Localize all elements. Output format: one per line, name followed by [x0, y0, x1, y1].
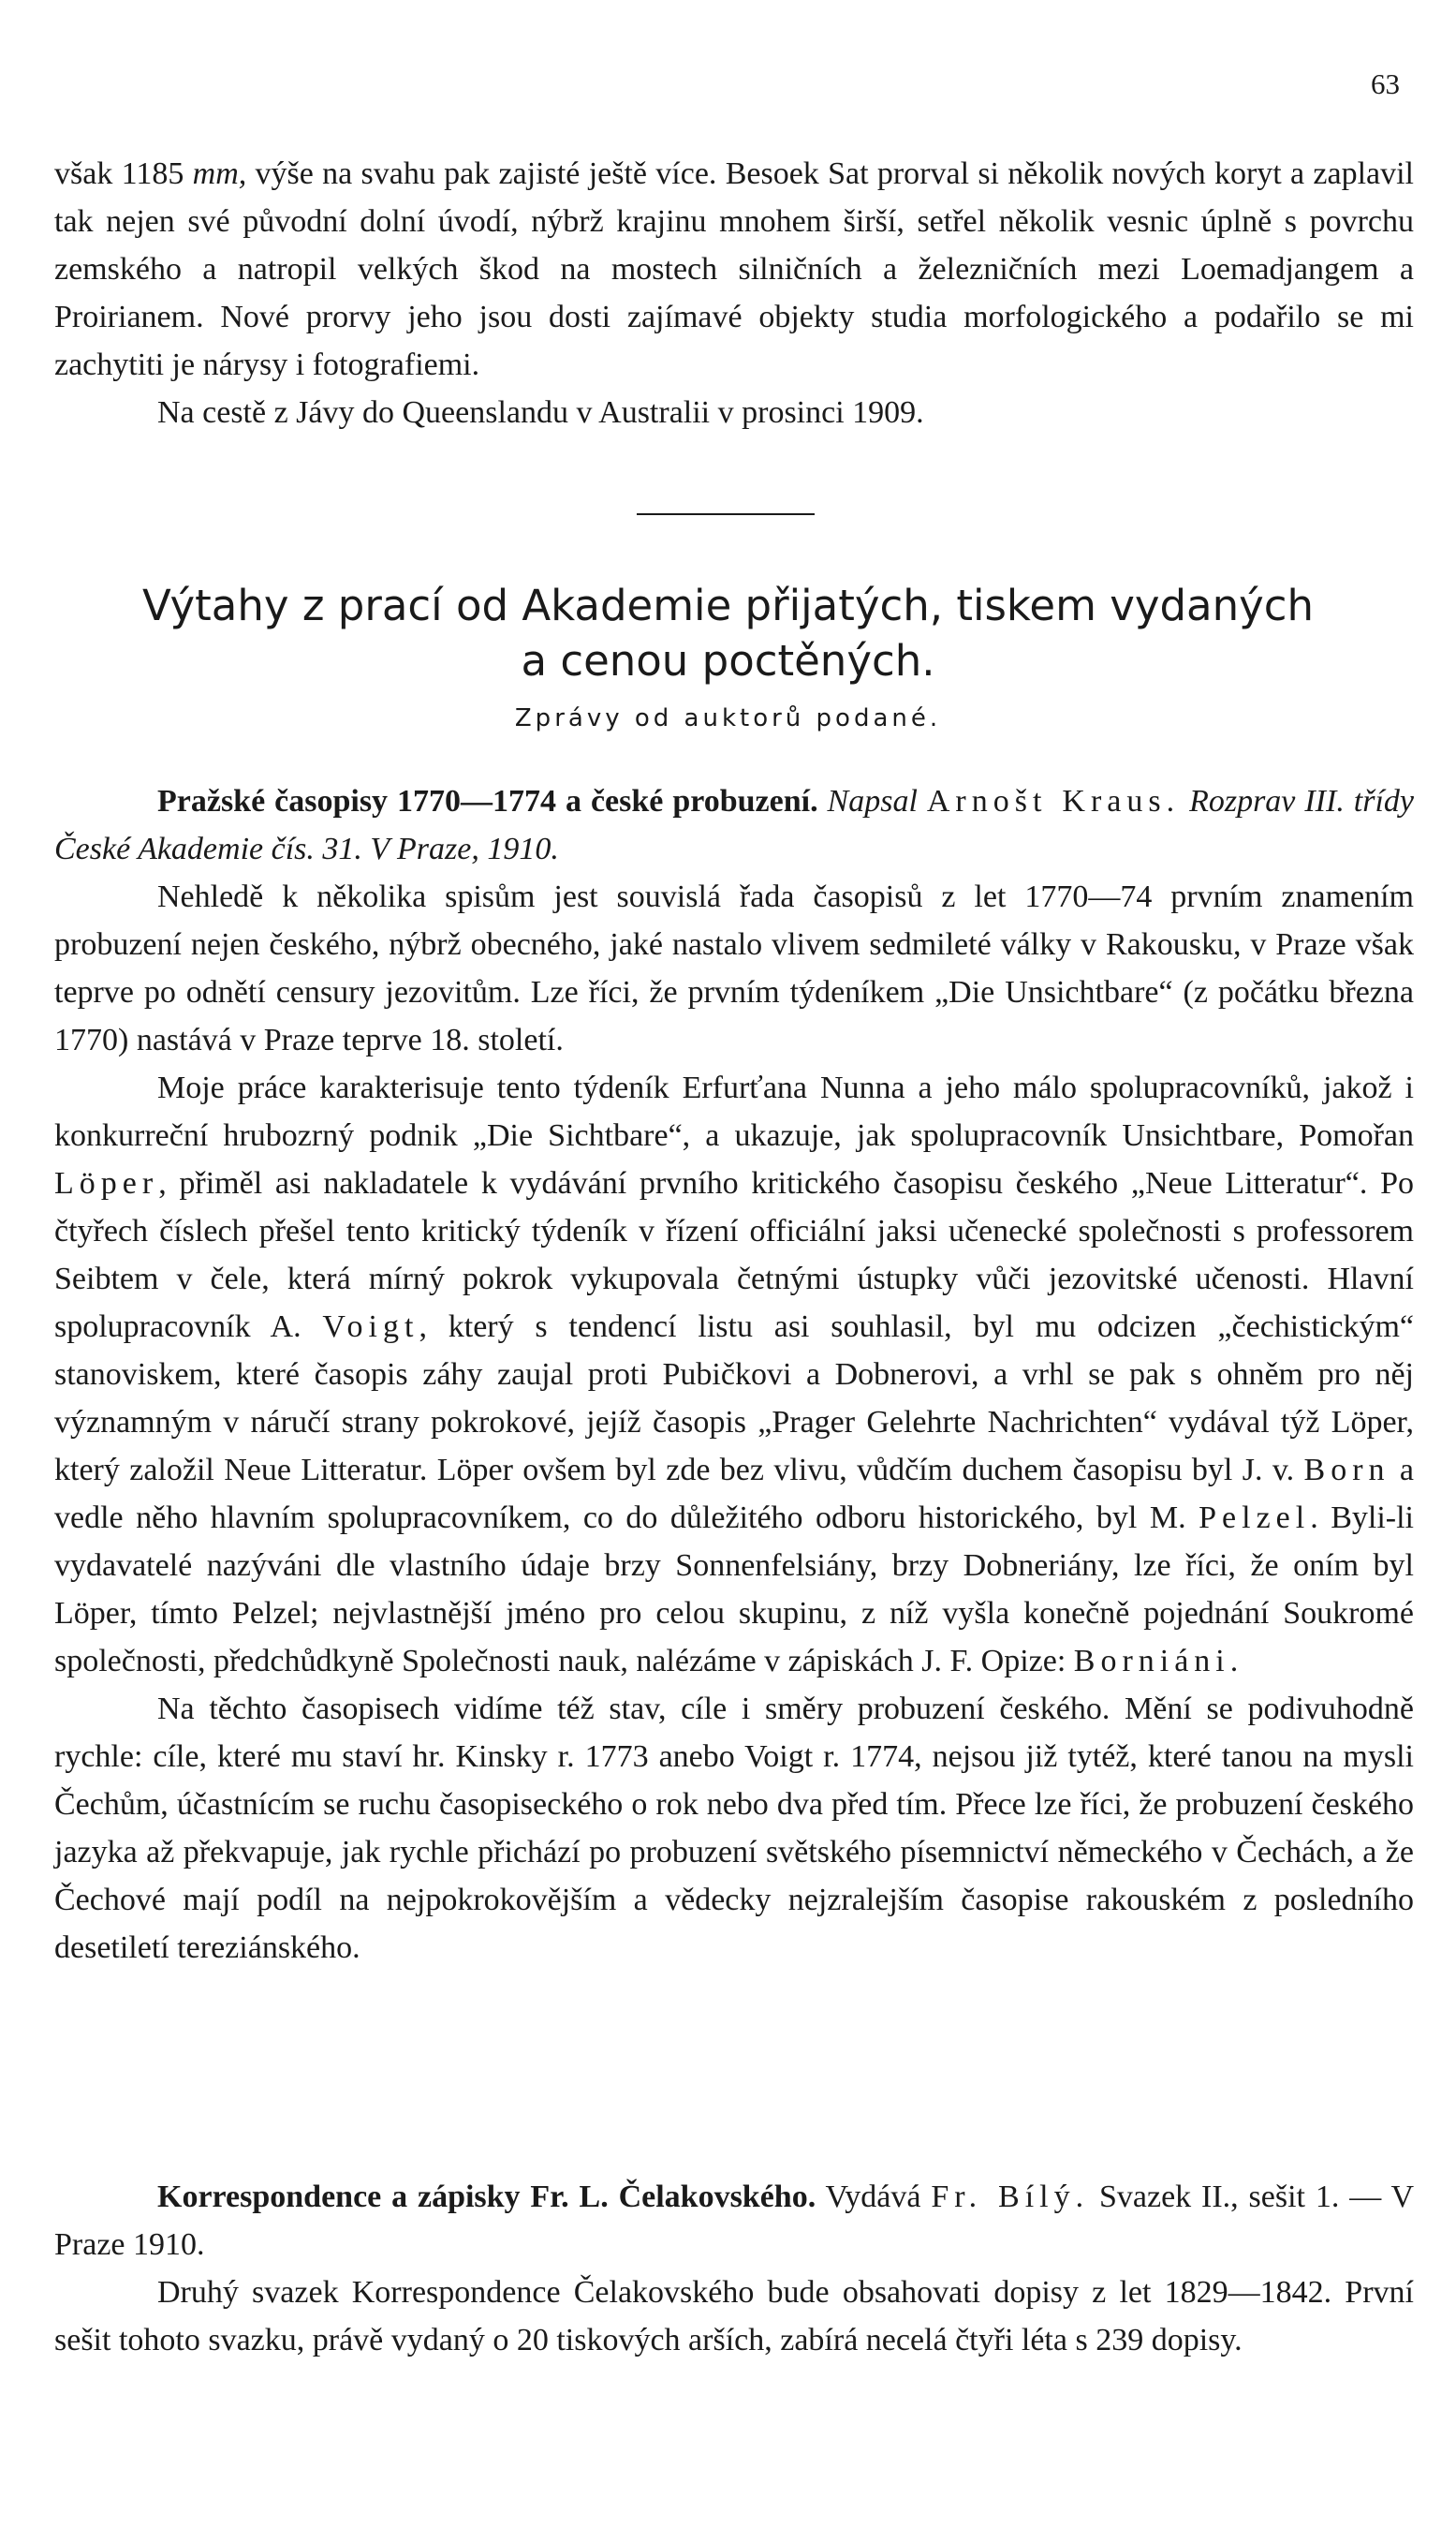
review-celakovsky-header: [54, 2173, 1414, 2268]
review-celakovsky-paragraph-1: Druhý svazek Korrespondence Čelakovského bude obsahovati dopisy z let 1829—1842. První sešit tohoto svazku, právě vydaný o 20 tiskových arších, zabírá necelá čtyři léta s 239 dopisy.: [54, 2275, 1414, 2357]
intro-signature: Na cestě z Jávy do Queenslandu v Australii v prosinci 1909.: [157, 395, 924, 430]
p2-text-e: . Byli-li vydavatelé nazýváni dle vlastního údaje brzy Sonnenfelsiány, brzy Dobneriány, lze říci, že oním byl Löper, tímto Pelzel; nejvlastnější jméno pro celou skupinu, z níž vyšla konečně pojednání Soukromé společnosti, předchůdkyně Společnosti nauk, nalézáme v zápiskách J. F. Opize:: [54, 1500, 1414, 1678]
review-kraus-source: Rozprav III. třídy České Akademie čís. 31. V Praze, 1910.: [54, 784, 1414, 866]
review-kraus-title: Pražské časopisy 1770—1774 a české probuzení.: [157, 784, 818, 819]
intro-section: [54, 150, 1414, 436]
review-kraus-paragraph-1: Nehledě k několika spisům jest souvislá řada časopisů z let 1770—74 prvním znamením probuzení nejen českého, nýbrž obecného, jaké nastalo vlivem sedmileté války v Rakousku, v Praze však teprve po odnětí censury jezovitům. Lze říci, že prvním týdeníkem „Die Unsichtbare“ (z počátku března 1770) nastává v Praze teprve 18. století.: [54, 879, 1414, 1057]
review-kraus: [54, 777, 1414, 1972]
section-title: [37, 579, 1419, 688]
section-title-line-2: a cenou poctěných.: [521, 635, 935, 686]
review-celakovsky-editor: Fr. Bílý.: [931, 2180, 1090, 2214]
intro-text-1: však 1185: [54, 156, 193, 191]
review-celakovsky-source: Svazek II., sešit 1. — V Praze 1910.: [54, 2180, 1415, 2262]
review-celakovsky-title: Korrespondence a zápisky Fr. L. Čelakovského.: [157, 2180, 816, 2214]
section-title-line-1: Výtahy z prací od Akademie přijatých, tiskem vydaných: [141, 581, 1315, 630]
p2-text-b: , přiměl asi nakladatele k vydávání prvního kritického časopisu českého „Neue Litteratur“. Po čtyřech číslech přešel tento kritický týdeník v řízení officiální jaksi učenecké společnosti s professorem Seibtem v čele, která mírný pokrok vykupovala četnými ústupky vůči jezovitské učenosti. Hlavní spolupracovník A.: [54, 1166, 1414, 1344]
page-number: 63: [1371, 67, 1400, 100]
intro-text-2: výše na svahu pak zajisté ještě více. Besoek Sat prorval si několik nových koryt a zaplavil tak nejen své původní dolní úvodí, nýbrž krajinu mnohem širší, setřel několik vesnic úplně s povrchu zemského a natropil velkých škod na mostech silničních a železničních mezi Loemadjangem a Proirianem. Nové prorvy jeho jsou dosti zajímavé objekty studia morfologického a podařilo se mi zachytiti je nárysy i fotografiemi.: [54, 156, 1415, 382]
section-divider: [637, 513, 815, 515]
name-born: Born: [1303, 1453, 1390, 1487]
name-pelzel: Pelzel: [1199, 1500, 1311, 1535]
section-subtitle: Zprávy od auktorů podané.: [514, 704, 942, 732]
review-celakovsky: [54, 2173, 1414, 2364]
p2-text-a: Moje práce karakterisuje tento týdeník Erfurťana Nunna a jeho málo spolupracovníků, jakož i konkurreční hrubozrný podnik „Die Sichtbare“, a ukazuje, jak spolupracovník Unsichtbare, Pomořan: [54, 1071, 1414, 1153]
name-voigt: Voigt: [322, 1309, 419, 1344]
p2-text-f: .: [1229, 1644, 1239, 1678]
p2-text-c: , který s tendencí listu asi souhlasil, byl mu odcizen „čechistickým“ stanoviskem, které časopis záhy zaujal proti Pubičkovi a Dobnerovi, a vrhl se pak s ohněm pro něj významným v náručí strany pokrokové, jejíž časopis „Prager Gelehrte Nachrichten“ vydával týž Löper, který založil Neue Litteratur. Löper ovšem byl zde bez vlivu, vůdčím duchem časopisu byl J. v.: [54, 1309, 1414, 1487]
p2-text-d: a vedle něho hlavním spolupracovníkem, co do důležitého odboru historického, byl M.: [54, 1453, 1414, 1535]
name-loper: Löper: [54, 1166, 159, 1201]
name-borniani: Borniáni: [1073, 1644, 1230, 1678]
review-kraus-by: Napsal: [827, 784, 918, 819]
intro-paragraph: [54, 150, 1414, 389]
review-celakovsky-editor-prefix: Vydává: [816, 2180, 932, 2214]
review-kraus-header: [54, 777, 1414, 873]
review-kraus-author: Arnošt Kraus.: [926, 784, 1181, 819]
review-kraus-paragraph-2: [54, 1064, 1414, 1685]
review-kraus-paragraph-3: Na těchto časopisech vidíme též stav, cíle i směry probuzení českého. Mění se podivuhodně rychle: cíle, které mu staví hr. Kinsky r. 1773 anebo Voigt r. 1774, nejsou již tytéž, které tanou na mysli Čechům, účastnícím se ruchu časopiseckého o rok nebo dva před tím. Přece lze říci, že probuzení českého jazyka až překvapuje, jak rychle přichází po probuzení světského písemnictví německého v Čechách, a že Čechové mají podíl na nejpokrokovějším a vědecky nejzralejším časopise rakouském z posledního desetiletí tereziánského.: [54, 1692, 1414, 1965]
intro-unit: mm,: [192, 156, 247, 191]
